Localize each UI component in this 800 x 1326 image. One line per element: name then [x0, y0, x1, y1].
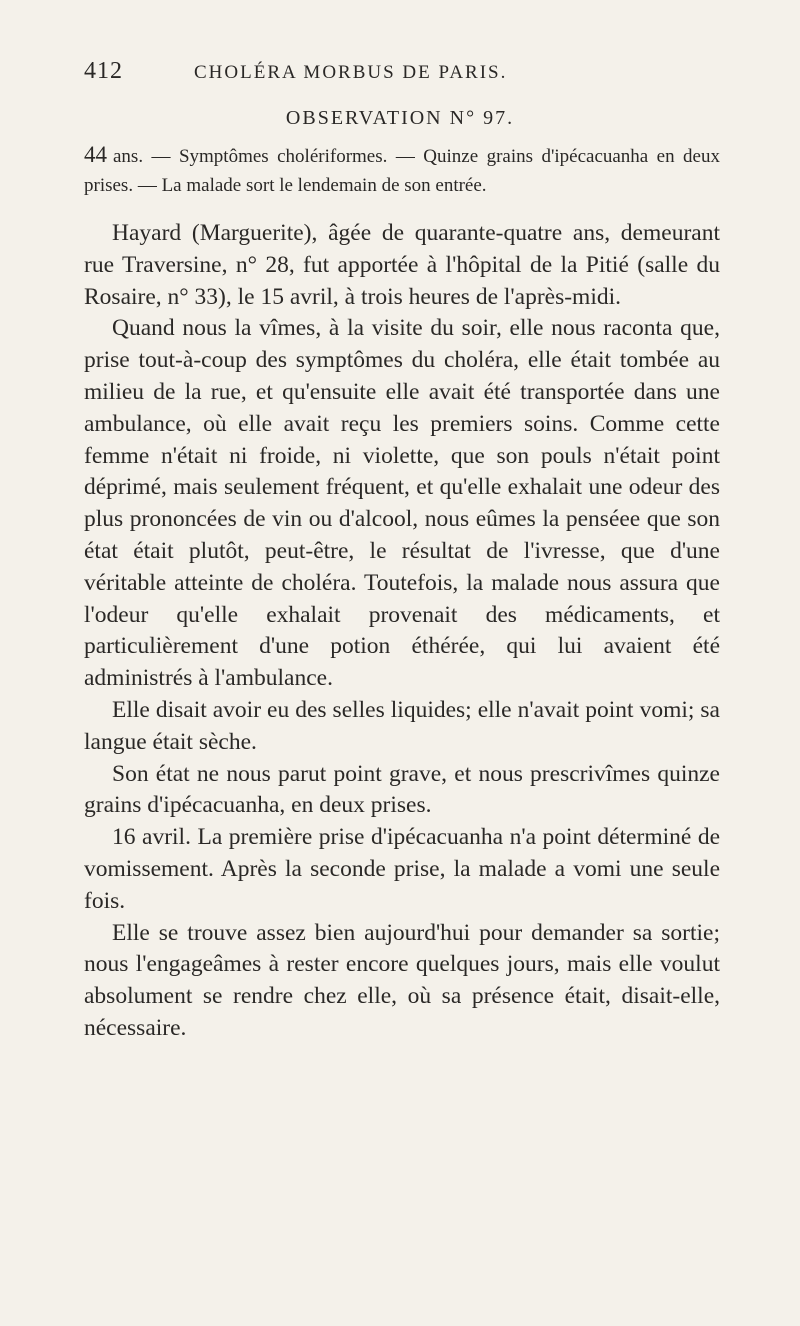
- observation-summary: [84, 140, 720, 200]
- running-header: [84, 58, 724, 88]
- running-title: CHOLÉRA MORBUS DE PARIS.: [194, 62, 508, 83]
- page-number: 412: [84, 58, 123, 84]
- summary-age: 44: [84, 142, 107, 167]
- paragraph-prescription: Son état ne nous parut point grave, et nous prescrivîmes quinze grains d'ipécacuanha, en deux prises.: [84, 760, 720, 819]
- paragraph-admission: Hayard (Marguerite), âgée de quarante-quatre ans, demeurant rue Traversine, n° 28, fut apportée à l'hôpital de la Pitié (salle du Rosaire, n° 33), le 15 avril, à trois heures de l'après-midi.: [84, 220, 720, 310]
- paragraph-april-16: 16 avril. La première prise d'ipécacuanha n'a point déterminé de vomissement. Après la seconde prise, la malade a vomi une seule fois.: [84, 824, 720, 914]
- summary-text: ans. — Symptômes cholériformes. — Quinze grains d'ipécacuanha en deux prises. — La malade sort le lendemain de son entrée.: [84, 146, 720, 196]
- paragraph-symptoms: Elle disait avoir eu des selles liquides; elle n'avait point vomi; sa langue était sèche.: [84, 696, 720, 755]
- paragraph-discharge: Elle se trouve assez bien aujourd'hui pour demander sa sortie; nous l'engageâmes à rester encore quelques jours, mais elle voulut absolument se rendre chez elle, où sa présence était, disait-elle, nécessaire.: [84, 919, 720, 1041]
- body-text: [84, 218, 720, 1045]
- paragraph-history: Quand nous la vîmes, à la visite du soir, elle nous raconta que, prise tout-à-coup des symptômes du choléra, elle était tombée au milieu de la rue, et qu'ensuite elle avait été transportée dans une ambulance, où elle avait reçu les premiers soins. Comme cette femme n'était ni froide, ni violette, que son pouls n'était point déprimé, mais seulement fréquent, et qu'elle exhalait une odeur des plus prononcées de vin ou d'alcool, nous eûmes la penséee que son état était plutôt, peut-être, le résultat de l'ivresse, que d'une véritable atteinte de choléra. Toutefois, la malade nous assura que l'odeur qu'elle exhalait provenait des médicaments, et particulièrement d'une potion éthérée, qui lui avaient été administrés à l'ambulance.: [84, 315, 720, 692]
- observation-title: OBSERVATION N° 97.: [285, 107, 515, 129]
